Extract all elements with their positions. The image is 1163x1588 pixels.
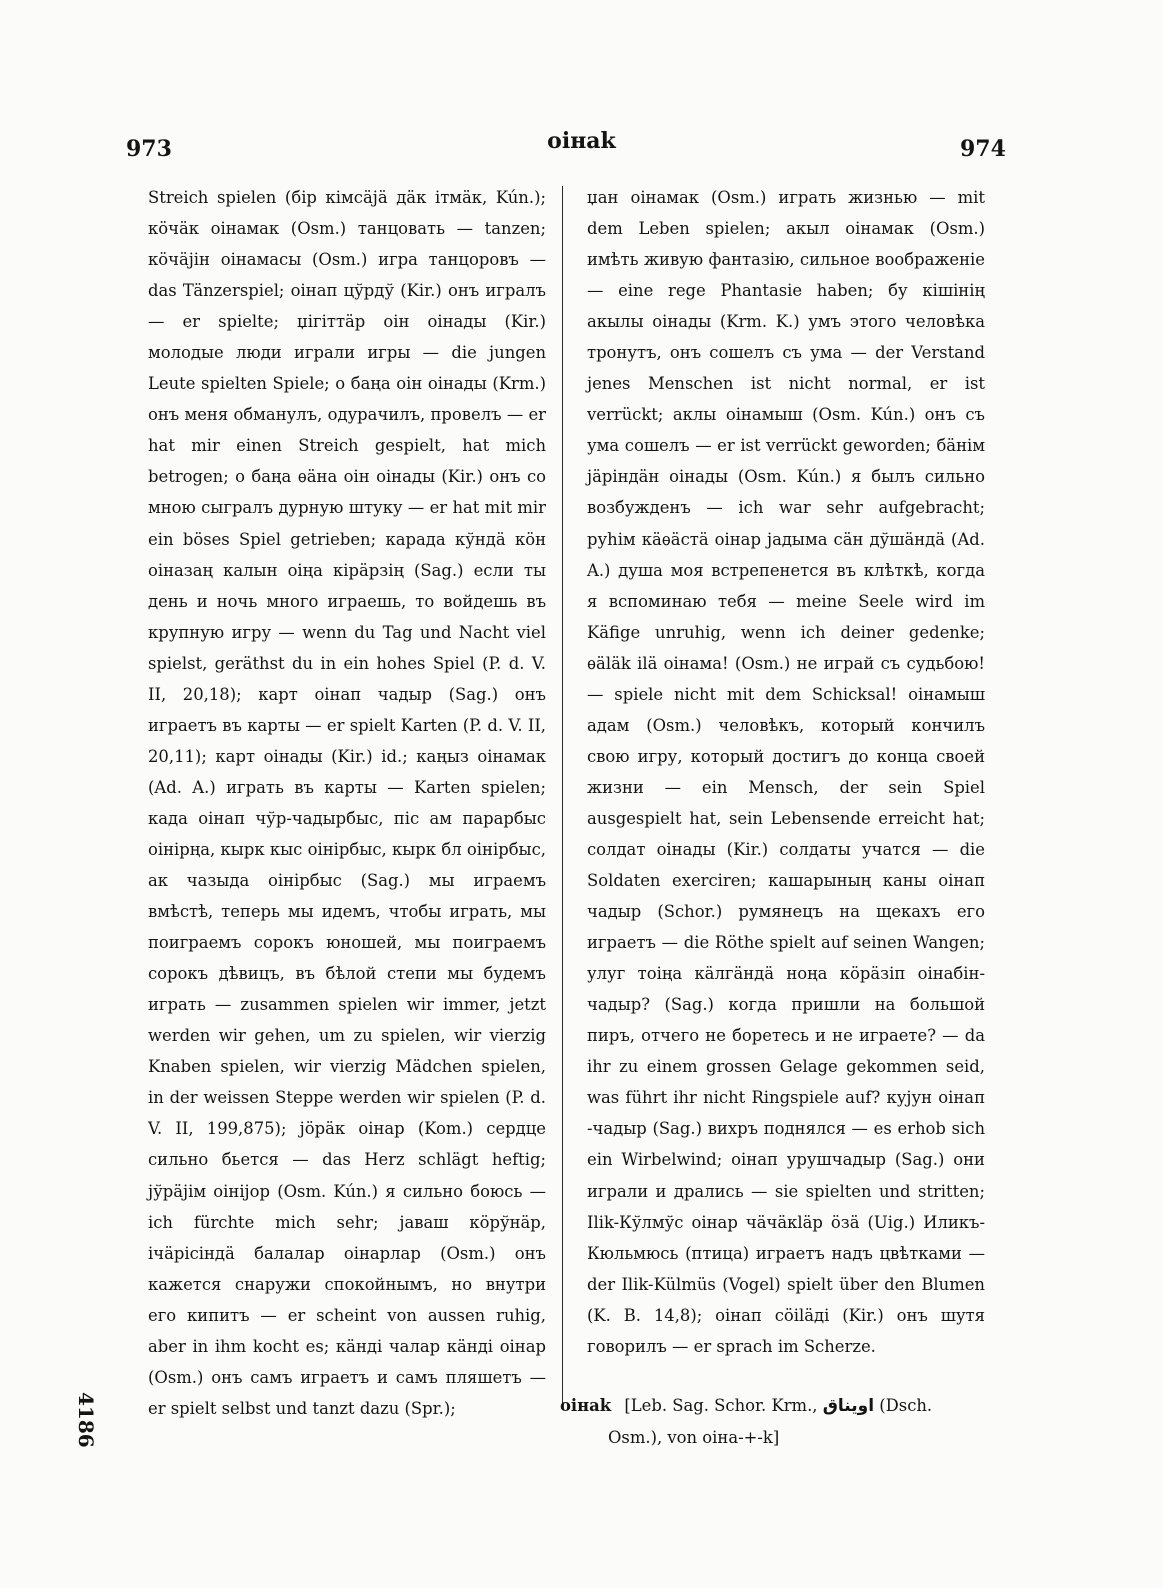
- column-divider: [562, 186, 563, 1410]
- entry-sources-end: (Dsch.: [879, 1396, 933, 1415]
- right-column-text: џан оінамак (Osm.) играть жизнью — mit dem Leben spielen; акыл оінамак (Osm.) имѣть живую фантазію, сильное воображеніе — eine rege Phantasie haben; бу кішінің акылы оінады (Krm. K.) умъ этого человѣка тронутъ, онъ сошелъ съ ума — der Verstand jenes Menschen ist nicht normal, er ist verrückt; аклы оінамыш (Osm. Kún.) онъ съ ума сошелъ — er ist verrückt geworden; бäнім jäріндäн оінады (Osm. Kún.) я былъ сильно возбужденъ — ich war sehr aufgebracht; руһім кäѳäстä оінар јадыма сäн дўшäндä (Ad. A.) душа моя встрепенется въ клѣткѣ, когда я вспоминаю тебя — meine Seele wird im Käfige unruhig, wenn ich deiner gedenke; ѳäläk ilä оінама! (Osm.) не играй съ судьбою! — spiele nicht mit dem Schicksal! оінамыш адам (Osm.) человѣкъ, который кончилъ свою игру, который достигъ до конца своей жизни — ein Mensch, der sein Spiel ausgespielt hat, sein Lebensende erreicht hat; солдат оінады (Kir.) солдаты учатся — die Soldaten exerciren; кашарының каны оінап чадыр (Schor.) румянецъ на щекахъ его играетъ — die Röthe spielt auf seinen Wangen; улуг тоіңа кäлгäндä ноңа кӧрäзіп оінабін-чадыр? (Sag.) когда пришли на большой пиръ, отчего не боретесь и не играете? — da ihr zu einem grossen Gelage gekommen seid, was führt ihr nicht Ringspiele auf? кујун оінап -чадыр (Sag.) вихръ поднялся — es erhob sich ein Wirbelwind; оінап урушчадыр (Sag.) они играли и дрались — sie spielten und stritten; Ilik-Кўлмўс оінар чäчäкläр ӧзä (Uig.) Иликъ-Кюльмюсь (птица) играетъ надъ цвѣтками — der Ilik-Külmüs (Vogel) spielt über den Blumen (K. B. 14,8); оінап сӧiläді (Kir.) онъ шутя говорилъ — er sprach im Scherze.: [587, 188, 985, 1356]
- page-number-left: 973: [126, 136, 172, 162]
- entry-headword: oiнak: [560, 1396, 612, 1415]
- entry-sources: [Leb. Sag. Schor. Krm.,: [624, 1396, 818, 1415]
- running-headword: oiнak: [547, 128, 616, 154]
- entry-arabic-script: اويناق: [822, 1396, 875, 1416]
- right-column: [587, 182, 985, 1362]
- dictionary-entry: [560, 1390, 990, 1453]
- page-number-right: 974: [960, 136, 1006, 162]
- entry-etymology: Osm.), von оіна-+-k]: [608, 1428, 780, 1447]
- left-column: [148, 182, 546, 1424]
- left-column-text: Streich spielen (бір кімсäjä дäк ітмäк, Kún.); кӧчäк оінамак (Osm.) танцовать — tanzen; кӧчäjін оінамасы (Osm.) игра танцоровъ — das Tänzerspiel; оінап цўрдў (Kir.) онъ игралъ — er spielte; џігіттäр оін оінады (Kir.) молодые люди играли игры — die jungen Leute spielten Spiele; о баңа оін оінады (Krm.) онъ меня обманулъ, одурачилъ, провелъ — er hat mir einen Streich gespielt, hat mich betrogen; о баңа ѳäна оін оінады (Kir.) онъ со мною сыгралъ дурную штуку — er hat mit mir ein böses Spiel getrieben; карада кўндä кӧн оіназаң калын оіңа кірäрзің (Sag.) если ты день и ночь много играешь, то войдешь въ крупную игру — wenn du Tag und Nacht viel spielst, geräthst du in ein hohes Spiel (P. d. V. II, 20,18); карт оінап чадыр (Sag.) онъ играетъ въ карты — er spielt Karten (P. d. V. II, 20,11); карт оінады (Kir.) id.; каңыз оінамак (Ad. A.) играть въ карты — Karten spielen; када оінап чўр-чадырбыс, піс ам парарбыс оінірңа, кырк кыс оінірбыс, кырк бл оінірбыс, ак чазыда оінірбыс (Sag.) мы играемъ вмѣстѣ, теперь мы идемъ, чтобы играть, мы поиграемъ сорокъ юношей, мы поиграемъ сорокъ дѣвицъ, въ бѣлой степи мы будемъ играть — zusammen spielen wir immer, jetzt werden wir gehen, um zu spielen, wir vierzig Knaben spielen, wir vierzig Mädchen spielen, in der weissen Steppe werden wir spielen (P. d. V. II, 199,875); jӧрäк оінар (Kom.) сердце сильно бьется — das Herz schlägt heftig; jўрäjім оінijор (Osm. Kún.) я сильно боюсь — ich fürchte mich sehr; јаваш кӧрўнäр, ічäрісіндä балалар оінарлар (Osm.) онъ кажется снаружи спокойнымъ, но внутри его кипитъ — er scheint von aussen ruhig, aber in ihm kocht es; кäнді чалар кäнді оінар (Osm.) онъ самъ играетъ и самъ пляшетъ — er spielt selbst und tanzt dazu (Spr.);: [148, 188, 546, 1418]
- margin-number: 4186: [74, 1392, 98, 1448]
